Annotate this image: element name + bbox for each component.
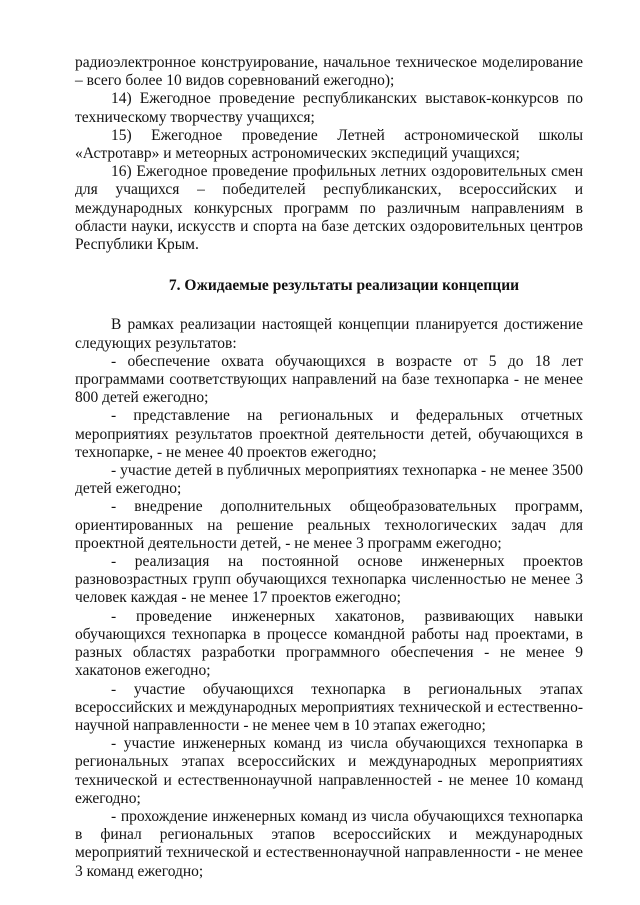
list-item-15: 15) Ежегодное проведение Летней астрономической школы «Астротавр» и метеорных астрономических экспедиций учащихся; bbox=[75, 126, 583, 163]
result-item: - прохождение инженерных команд из числа обучающихся технопарка в финал региональных этапов всероссийских и международных мероприятий технической и естественнонаучной направленности - не менее 3 команд ежегодно; bbox=[75, 807, 583, 880]
result-item: - реализация на постоянной основе инженерных проектов разновозрастных групп обучающихся технопарка численностью не менее 3 человек каждая - не менее 17 проектов ежегодно; bbox=[75, 553, 583, 607]
list-item-14: 14) Ежегодное проведение республиканских выставок-конкурсов по техническому творчеству учащихся; bbox=[75, 90, 583, 126]
result-item: - участие инженерных команд из числа обучающихся технопарка в региональных этапах всероссийских и международных мероприятиях технической и естественнонаучной направленностей - не менее 10 команд ежегодно; bbox=[75, 735, 583, 807]
section-title: 7. Ожидаемые результаты реализации концепции bbox=[168, 277, 520, 295]
result-item: - участие обучающихся технопарка в региональных этапах всероссийских и международных мероприятиях технической и естественно-научной направленности - не менее чем в 10 этапах ежегодно; bbox=[75, 680, 583, 734]
paragraph-continuation: радиоэлектронное конструирование, начальное техническое моделирование – всего более 10 видов соревнований ежегодно); bbox=[75, 54, 583, 90]
result-item: - проведение инженерных хакатонов, развивающих навыки обучающихся технопарка в процессе командной работы над проектами, в разных областях разработки программного обеспечения - не менее 9 хакатонов ежегодно; bbox=[75, 607, 583, 680]
result-item: - участие детей в публичных мероприятиях технопарка - не менее 3500 детей ежегодно; bbox=[75, 462, 583, 498]
result-item: - обеспечение охвата обучающихся в возрасте от 5 до 18 лет программами соответствующих направлений на базе технопарка - не менее 800 детей ежегодно; bbox=[75, 352, 583, 407]
result-item: - внедрение дополнительных общеобразовательных программ, ориентированных на решение реальных технологических задач для проектной деятельности детей, - не менее 3 программ ежегодно; bbox=[75, 498, 583, 552]
document-body bbox=[75, 54, 583, 881]
list-item-16: 16) Ежегодное проведение профильных летних оздоровительных смен для учащихся – победителей республиканских, всероссийских и международных конкурсных программ по различным направлениям в области науки, искусств и спорта на базе детских оздоровительных центров Республики Крым. bbox=[75, 163, 583, 254]
result-item: - представление на региональных и федеральных отчетных мероприятиях результатов проектной деятельности детей, обучающихся в технопарке, - не менее 40 проектов ежегодно; bbox=[75, 407, 583, 461]
intro-paragraph: В рамках реализации настоящей концепции планируется достижение следующих результатов: bbox=[75, 316, 583, 352]
